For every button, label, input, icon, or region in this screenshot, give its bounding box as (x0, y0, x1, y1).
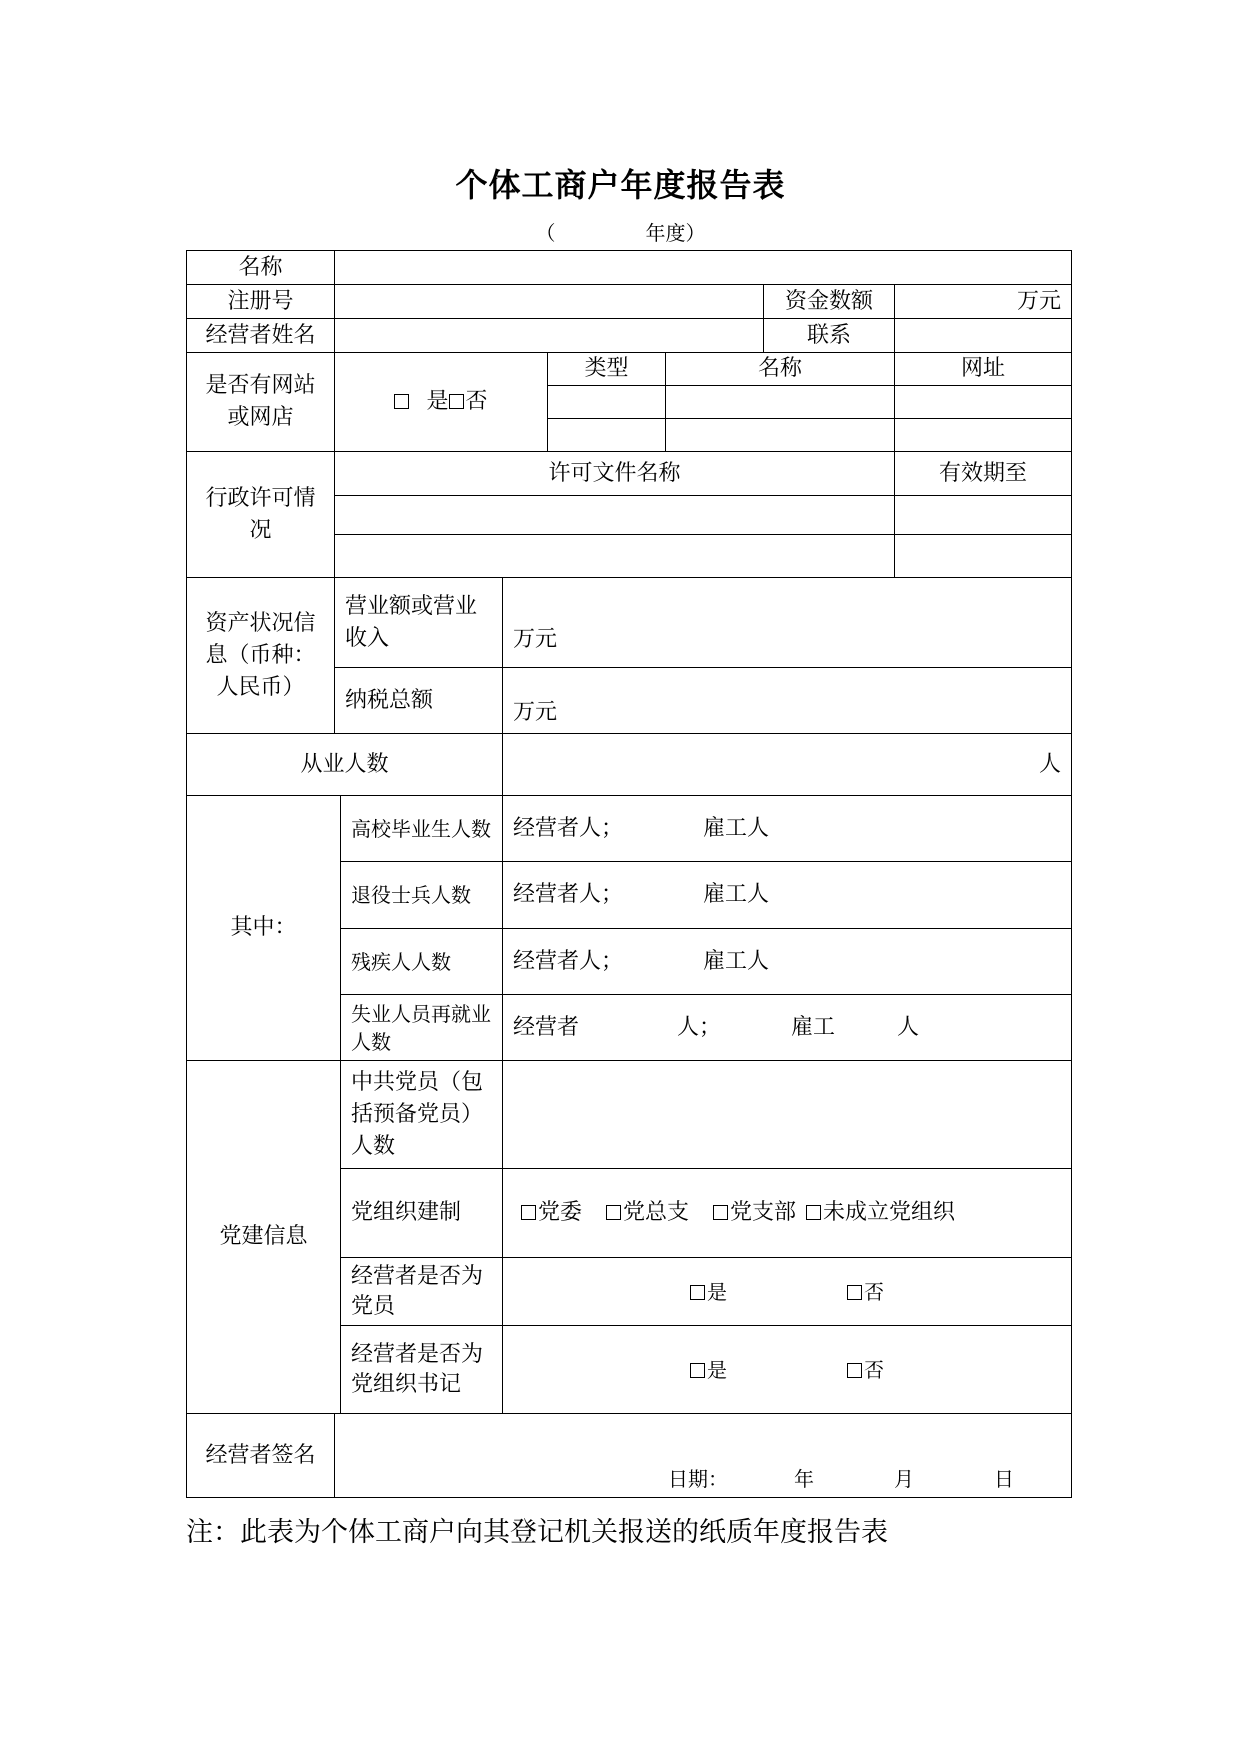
party-org-option: 党总支 (623, 1200, 690, 1225)
revenue-unit: 万元 (513, 626, 558, 652)
license-valid-cell[interactable] (895, 496, 1072, 535)
website-choice[interactable] (335, 353, 548, 452)
capital-unit: 万元 (1016, 288, 1061, 314)
website-col-type: 类型 (548, 353, 666, 386)
veteran-field[interactable] (503, 862, 1072, 929)
operator-name-label: 经营者姓名 (187, 319, 335, 353)
website-no-checkbox[interactable] (449, 394, 464, 409)
party-org-option: 党委 (538, 1200, 583, 1225)
person-word: 人 (897, 1014, 920, 1040)
day-label: 日 (994, 1467, 1014, 1491)
website-url-cell[interactable] (895, 419, 1072, 452)
party-org-option: 党支部 (730, 1200, 797, 1225)
party-org-checkbox[interactable] (606, 1205, 621, 1220)
month-label: 月 (894, 1467, 914, 1491)
employee-person: 雇工人 (703, 882, 770, 907)
license-name-cell[interactable] (335, 535, 895, 578)
license-col-name: 许可文件名称 (335, 452, 895, 496)
operator-person: 经营者人； (513, 882, 624, 907)
operator-member-label: 经营者是否为党员 (341, 1258, 503, 1326)
yes-label: 是 (707, 1357, 727, 1382)
capital-label: 资金数额 (764, 285, 895, 319)
operator-person: 经营者人； (513, 948, 624, 974)
website-url-cell[interactable] (895, 386, 1072, 419)
party-org-option: 未成立党组织 (823, 1200, 956, 1225)
veteran-label: 退役士兵人数 (341, 862, 503, 929)
person-semicolon: 人； (677, 1014, 722, 1040)
contact-field[interactable] (895, 319, 1072, 353)
disabled-label: 残疾人人数 (341, 929, 503, 995)
reemployed-label: 失业人员再就业人数 (341, 995, 503, 1061)
subtitle-open-paren: （ (535, 221, 556, 245)
capital-field[interactable] (895, 285, 1072, 319)
operator-person: 经营者人； (513, 815, 624, 841)
revenue-field[interactable] (503, 578, 1072, 668)
website-name-cell[interactable] (666, 419, 895, 452)
annual-report-form (186, 250, 1072, 1498)
reg-no-label: 注册号 (187, 285, 335, 319)
party-members-label: 中共党员（包括预备党员）人数 (341, 1061, 503, 1169)
signature-field[interactable] (335, 1414, 1072, 1498)
report-year-line (0, 217, 1241, 246)
signature-label: 经营者签名 (187, 1414, 335, 1498)
operator-word: 经营者 (513, 1014, 580, 1040)
employee-word: 雇工 (791, 1014, 836, 1040)
operator-secretary-yes-checkbox[interactable] (690, 1363, 705, 1378)
revenue-label: 营业额或营业收入 (335, 578, 503, 668)
party-org-checkbox[interactable] (521, 1205, 536, 1220)
party-org-checkbox[interactable] (713, 1205, 728, 1220)
operator-secretary-label: 经营者是否为党组织书记 (341, 1326, 503, 1414)
employees-label: 从业人数 (187, 734, 503, 796)
license-col-valid: 有效期至 (895, 452, 1072, 496)
website-label: 是否有网站或网店 (187, 353, 335, 452)
party-members-field[interactable] (503, 1061, 1072, 1169)
website-name-cell[interactable] (666, 386, 895, 419)
license-label: 行政许可情况 (187, 452, 335, 578)
website-type-cell[interactable] (548, 419, 666, 452)
subtitle-year-label: 年度） (645, 221, 706, 245)
disabled-field[interactable] (503, 929, 1072, 995)
date-label: 日期： (668, 1467, 728, 1491)
grad-label: 高校毕业生人数 (341, 796, 503, 862)
website-col-url: 网址 (895, 353, 1072, 386)
employee-person: 雇工人 (703, 815, 770, 841)
grad-field[interactable] (503, 796, 1072, 862)
license-name-cell[interactable] (335, 496, 895, 535)
reemployed-field[interactable] (503, 995, 1072, 1061)
employees-field[interactable] (503, 734, 1072, 796)
footnote: 注：此表为个体工商户向其登记机关报送的纸质年度报告表 (186, 1517, 888, 1548)
license-valid-cell[interactable] (895, 535, 1072, 578)
name-label: 名称 (187, 251, 335, 285)
tax-field[interactable] (503, 668, 1072, 734)
employee-person: 雇工人 (703, 948, 770, 974)
party-org-label: 党组织建制 (341, 1169, 503, 1258)
operator-name-field[interactable] (335, 319, 764, 353)
employees-unit: 人 (1038, 751, 1061, 777)
party-org-options (503, 1169, 1072, 1258)
name-field[interactable] (335, 251, 1072, 285)
website-col-name: 名称 (666, 353, 895, 386)
party-label: 党建信息 (187, 1061, 341, 1414)
operator-secretary-choice (503, 1326, 1072, 1414)
party-org-checkbox[interactable] (806, 1205, 821, 1220)
no-label: 否 (864, 1357, 884, 1382)
operator-member-no-checkbox[interactable] (847, 1285, 862, 1300)
reg-no-field[interactable] (335, 285, 764, 319)
page-title: 个体工商户年度报告表 (455, 166, 786, 204)
among-label: 其中： (187, 796, 341, 1061)
website-type-cell[interactable] (548, 386, 666, 419)
website-yes-checkbox[interactable] (394, 394, 409, 409)
no-label: 否 (864, 1279, 884, 1304)
operator-member-yes-checkbox[interactable] (690, 1285, 705, 1300)
tax-unit: 万元 (513, 699, 558, 725)
website-yes-label: 是 (426, 389, 449, 414)
contact-label: 联系 (764, 319, 895, 353)
tax-label: 纳税总额 (335, 668, 503, 734)
website-no-label: 否 (465, 389, 488, 414)
operator-member-choice (503, 1258, 1072, 1326)
year-label: 年 (794, 1467, 814, 1491)
yes-label: 是 (707, 1279, 727, 1304)
assets-label: 资产状况信息（币种：人民币） (187, 578, 335, 734)
operator-secretary-no-checkbox[interactable] (847, 1363, 862, 1378)
